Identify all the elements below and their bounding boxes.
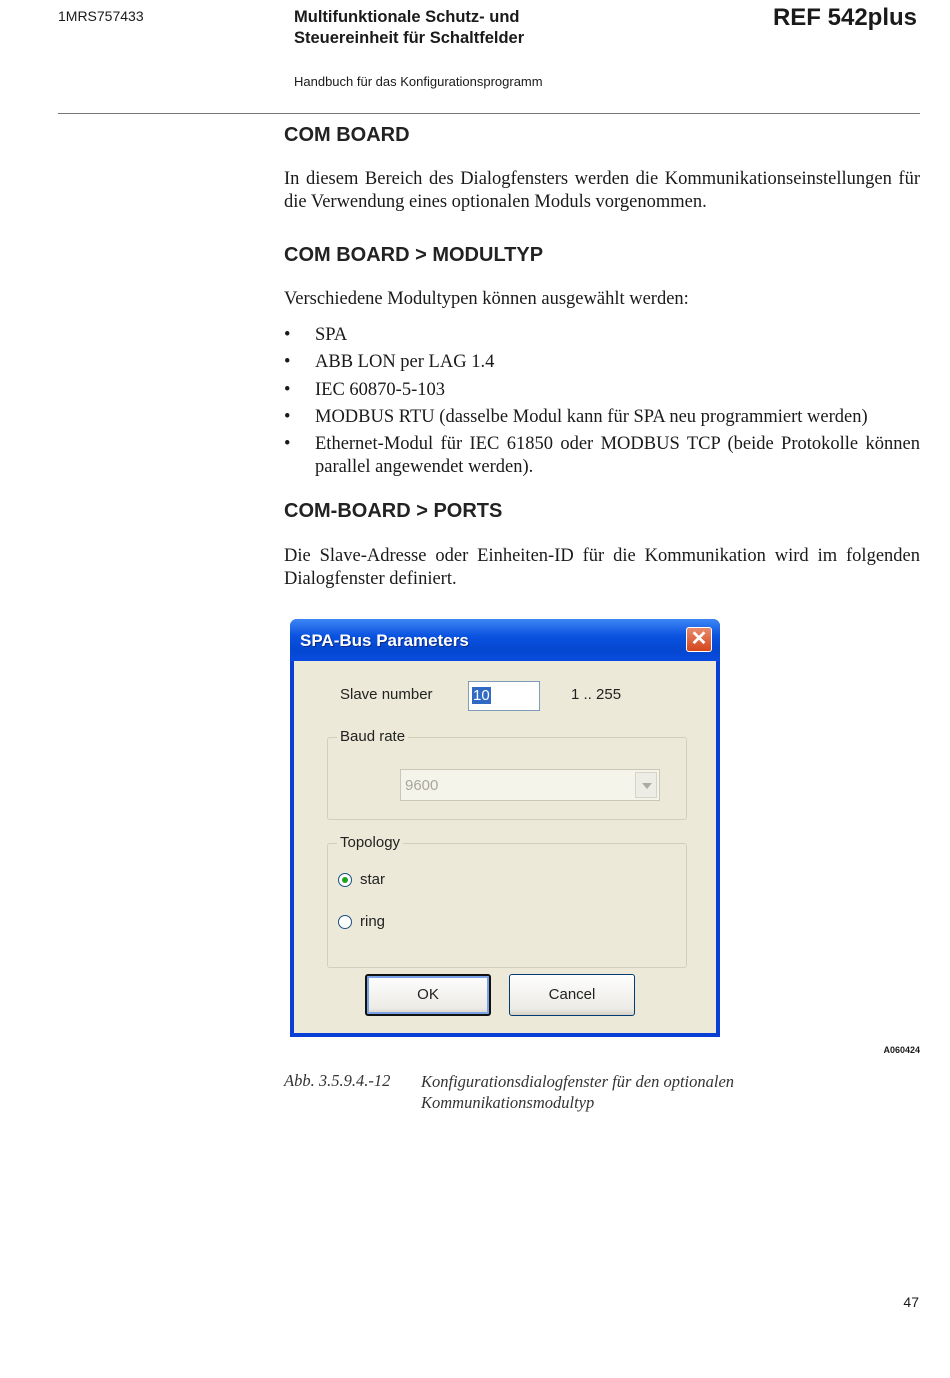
bullet-icon: • xyxy=(284,434,291,455)
topology-group xyxy=(327,843,687,968)
figure-caption xyxy=(421,1071,801,1113)
figure-caption-line1: Konfigurationsdialogfenster für den optionalen xyxy=(421,1072,735,1091)
radio-ring-label[interactable]: ring xyxy=(360,913,386,930)
page-number: 47 xyxy=(903,1294,919,1310)
heading-modultyp: COM BOARD > MODULTYP xyxy=(284,244,544,266)
list-item: • ABB LON per LAG 1.4 xyxy=(284,352,495,373)
paragraph-ports: Die Slave-Adresse oder Einheiten-ID für die Kommunikation wird im folgenden Dialogfenster definiert. xyxy=(284,546,920,589)
bullet-icon: • xyxy=(284,352,291,373)
close-button[interactable] xyxy=(686,627,712,652)
list-item: • SPA xyxy=(284,325,348,345)
bullet-icon: • xyxy=(284,325,291,345)
dialog-body xyxy=(294,661,716,1033)
paragraph-modultyp-intro: Verschiedene Modultypen können ausgewählt werden: xyxy=(284,289,689,309)
bullet-icon: • xyxy=(284,379,291,400)
close-icon: ✕ xyxy=(690,628,708,650)
header-title-line2: Steuereinheit für Schaltfelder xyxy=(294,29,525,47)
header-title-line1: Multifunktionale Schutz- und xyxy=(294,8,520,26)
list-item: • IEC 60870-5-103 xyxy=(284,379,445,400)
slave-number-label: Slave number xyxy=(340,686,433,703)
bullet-icon: • xyxy=(284,406,291,427)
slave-number-value: 10 xyxy=(473,687,490,704)
header-subtitle: Handbuch für das Konfigurationsprogramm xyxy=(294,74,543,89)
list-item: • Ethernet-Modul für IEC 61850 oder MODBUS TCP (beide Protokolle können parallel angewendet werden). xyxy=(284,434,920,477)
module-type-list xyxy=(284,324,920,483)
radio-ring[interactable] xyxy=(338,915,352,929)
slave-number-input[interactable] xyxy=(468,681,540,711)
header-title xyxy=(294,7,524,49)
cancel-button[interactable]: Cancel xyxy=(509,974,635,1016)
heading-ports: COM-BOARD > PORTS xyxy=(284,500,503,522)
radio-star-label[interactable]: star xyxy=(360,871,386,888)
dialog-titlebar[interactable] xyxy=(290,619,720,661)
header-divider xyxy=(58,113,920,114)
chevron-down-icon[interactable] xyxy=(635,772,657,798)
baud-rate-select[interactable] xyxy=(400,769,660,801)
heading-com-board: COM BOARD xyxy=(284,124,410,146)
slave-number-range: 1 .. 255 xyxy=(571,686,622,703)
baud-rate-value: 9600 xyxy=(405,777,439,794)
document-id: 1MRS757433 xyxy=(58,8,144,24)
dialog-title: SPA-Bus Parameters xyxy=(300,631,469,650)
ok-button[interactable]: OK xyxy=(365,974,491,1016)
topology-legend: Topology xyxy=(337,834,403,851)
paragraph-com-board: In diesem Bereich des Dialogfensters werden die Kommunikationseinstellungen für die Verwendung eines optionalen Moduls vorgenommen. xyxy=(284,169,920,212)
figure-id: A060424 xyxy=(883,1045,920,1055)
list-item: • MODBUS RTU (dasselbe Modul kann für SPA neu programmiert werden) xyxy=(284,406,868,427)
product-name: REF 542plus xyxy=(772,4,917,31)
figure-number: Abb. 3.5.9.4.-12 xyxy=(284,1071,391,1090)
baud-rate-legend: Baud rate xyxy=(337,728,408,745)
spa-bus-dialog xyxy=(290,619,720,1037)
figure-caption-line2: Kommunikationsmodultyp xyxy=(421,1093,595,1112)
radio-star[interactable] xyxy=(338,873,352,887)
